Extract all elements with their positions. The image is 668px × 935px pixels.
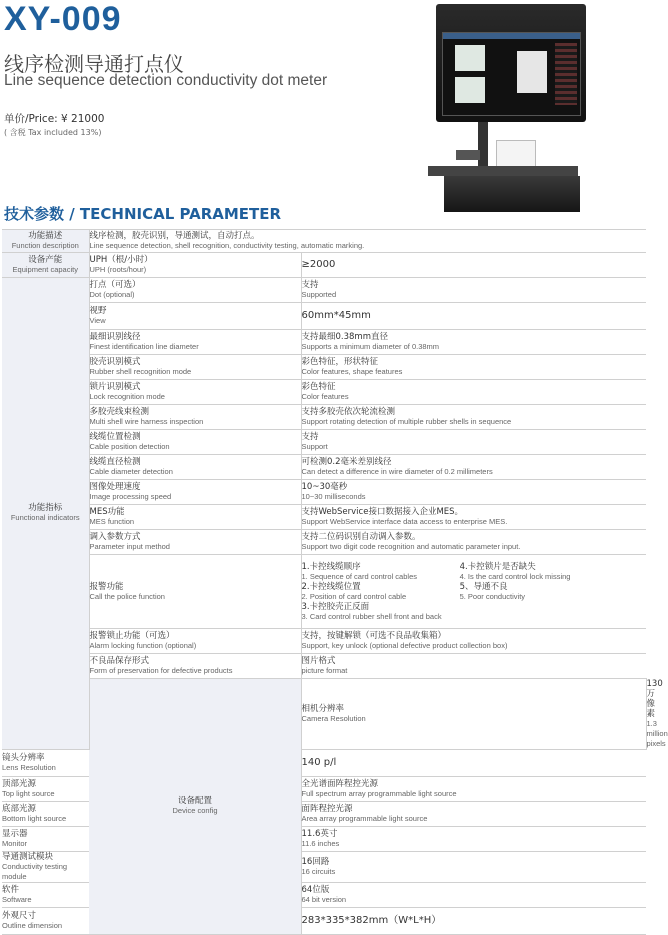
table-row: 设备配置 Device config 相机分辨率 Camera Resolution 130万像素 1.3 million pixels bbox=[2, 679, 646, 750]
value-cell bbox=[301, 430, 646, 455]
item-en: Parameter input method bbox=[89, 542, 170, 551]
value-en: 10~30 milliseconds bbox=[301, 492, 366, 501]
value-cn: 支持二位码识别自动调入参数。 bbox=[301, 532, 421, 542]
value-cell bbox=[301, 355, 646, 380]
item-en: Rubber shell recognition mode bbox=[89, 367, 192, 376]
item-en: MES function bbox=[89, 517, 135, 526]
value-cell bbox=[301, 629, 646, 654]
table-row bbox=[2, 330, 646, 355]
table-row bbox=[2, 555, 646, 629]
item-cn: 调入参数方式 bbox=[89, 532, 141, 542]
value-en: picture format bbox=[301, 666, 348, 675]
value-cell bbox=[301, 654, 646, 679]
value-cell bbox=[301, 907, 646, 934]
value-cn: 64位版 bbox=[301, 884, 330, 895]
value-en: 11.6 inches bbox=[301, 838, 340, 848]
item-cell bbox=[89, 629, 301, 654]
item-cn: MES功能 bbox=[89, 507, 125, 517]
monitor-panel bbox=[455, 77, 485, 103]
value-cell bbox=[301, 555, 646, 629]
item-cn: 镜头分辨率 bbox=[2, 752, 45, 763]
table-row bbox=[2, 405, 646, 430]
alarm-item-cn: 4.卡控锁片是否缺失 bbox=[459, 561, 536, 572]
item-cn: 多胶壳线束检测 bbox=[89, 407, 150, 417]
item-en: Lock recognition mode bbox=[89, 392, 165, 401]
model-number: XY-009 bbox=[4, 0, 122, 38]
item-en: Conductivity testing module bbox=[2, 861, 68, 881]
item-en: Cable diameter detection bbox=[89, 467, 173, 476]
item-cn: 线缆直径检测 bbox=[89, 457, 141, 467]
item-cn: 胶壳识别模式 bbox=[89, 357, 141, 367]
value-big: 283*335*382mm（W*L*H） bbox=[301, 914, 442, 926]
table-row bbox=[2, 505, 646, 530]
value-en: Support two digit code recognition and automatic parameter input. bbox=[301, 542, 521, 551]
value-cell bbox=[301, 801, 646, 826]
category-en: Equipment capacity bbox=[12, 265, 78, 274]
machine-base bbox=[444, 176, 580, 212]
item-cell bbox=[89, 303, 301, 330]
spec-table bbox=[2, 229, 668, 935]
item-en: Dot (optional) bbox=[89, 290, 135, 299]
item-cell bbox=[2, 851, 89, 882]
alarm-item-en: 5. Poor conductivity bbox=[459, 591, 526, 601]
value-big: 140 p/l bbox=[301, 756, 337, 768]
item-cell bbox=[301, 679, 646, 750]
item-cell bbox=[2, 749, 89, 776]
value-cn: 10~30毫秒 bbox=[301, 482, 348, 492]
alarm-item-cn: 5、导通不良 bbox=[459, 581, 508, 592]
item-cell bbox=[89, 253, 301, 278]
table-row bbox=[2, 455, 646, 480]
value-cell bbox=[301, 851, 646, 882]
value-en: Supports a minimum diameter of 0.38mm bbox=[301, 342, 440, 351]
item-cn: 底部光源 bbox=[2, 803, 37, 814]
value-cell bbox=[301, 405, 646, 430]
value-en: Support WebService interface data access to enterprise MES. bbox=[301, 517, 508, 526]
alarm-item-en: 4. Is the card control lock missing bbox=[459, 571, 571, 581]
alarm-item-cn: 2.卡控线缆位置 bbox=[301, 581, 361, 592]
item-cell bbox=[89, 355, 301, 380]
item-cell bbox=[89, 505, 301, 530]
value-cell bbox=[301, 776, 646, 801]
value-en: 64 bit version bbox=[301, 894, 347, 904]
table-row bbox=[2, 230, 646, 253]
item-en: Image processing speed bbox=[89, 492, 172, 501]
value-cell bbox=[301, 380, 646, 405]
item-en: Top light source bbox=[2, 788, 55, 798]
alarm-item-cn: 1.卡控线缆顺序 bbox=[301, 561, 361, 572]
item-en: View bbox=[89, 316, 106, 325]
table-row bbox=[2, 480, 646, 505]
item-cn: 报警锁止功能（可选） bbox=[89, 631, 175, 641]
item-cn: 导通测试模块 bbox=[2, 851, 54, 862]
value-cell bbox=[301, 253, 646, 278]
item-en: Software bbox=[2, 894, 32, 904]
item-cn: UPH（根/小时） bbox=[89, 255, 153, 265]
value-cell bbox=[301, 330, 646, 355]
item-en: Camera Resolution bbox=[301, 713, 366, 723]
item-cn: 报警功能 bbox=[89, 581, 124, 592]
item-cell bbox=[89, 278, 301, 303]
value-cn: 支持 bbox=[301, 432, 319, 442]
item-cn: 显示器 bbox=[2, 828, 28, 839]
item-en: Multi shell wire harness inspection bbox=[89, 417, 204, 426]
table-row bbox=[2, 430, 646, 455]
category-en: Function description bbox=[11, 241, 79, 250]
item-cell bbox=[89, 530, 301, 555]
item-en: Lens Resolution bbox=[2, 762, 56, 772]
alarm-item-en: 3. Card control rubber shell front and back bbox=[301, 611, 442, 621]
table-row bbox=[2, 629, 646, 654]
value-en: Area array programmable light source bbox=[301, 813, 428, 823]
item-cn: 顶部光源 bbox=[2, 778, 37, 789]
item-en: Call the police function bbox=[89, 591, 165, 601]
item-cn: 图像处理速度 bbox=[89, 482, 141, 492]
item-en: Cable position detection bbox=[89, 442, 170, 451]
category-en: Device config bbox=[172, 806, 218, 816]
machine-camera bbox=[456, 150, 480, 160]
item-en: Finest identification line diameter bbox=[89, 342, 199, 351]
value-cell bbox=[301, 455, 646, 480]
table-row bbox=[2, 355, 646, 380]
item-en: Outline dimension bbox=[2, 920, 63, 930]
value-cn: 面阵程控光源 bbox=[301, 803, 353, 814]
table-row bbox=[2, 253, 646, 278]
item-en: Bottom light source bbox=[2, 813, 67, 823]
value-cell bbox=[301, 480, 646, 505]
value-en: Supported bbox=[301, 290, 337, 299]
item-cn: 线缆位置检测 bbox=[89, 432, 141, 442]
alarm-column bbox=[460, 562, 571, 622]
monitor-panel bbox=[517, 51, 547, 93]
category-en: Functional indicators bbox=[10, 513, 80, 523]
value-en: Color features bbox=[301, 392, 349, 401]
section-title: 技术参数 / TECHNICAL PARAMETER bbox=[4, 205, 282, 223]
machine-image bbox=[418, 0, 594, 216]
category-cell bbox=[2, 253, 89, 278]
item-cn: 不良品保存形式 bbox=[89, 656, 150, 666]
value-cn: 11.6英寸 bbox=[301, 828, 338, 839]
item-en: Alarm locking function (optional) bbox=[89, 641, 197, 650]
item-cell bbox=[2, 907, 89, 934]
value-cell bbox=[301, 530, 646, 555]
value-en: Can detect a difference in wire diameter of 0.2 millimeters bbox=[301, 467, 493, 476]
value-cell bbox=[301, 749, 646, 776]
category-cell bbox=[89, 679, 301, 935]
value-cn: 可检测0.2毫米差别线径 bbox=[301, 457, 392, 467]
value-en: Full spectrum array programmable light source bbox=[301, 788, 457, 798]
item-cell bbox=[2, 801, 89, 826]
value-en: Color features, shape features bbox=[301, 367, 403, 376]
value-cn: 彩色特征 bbox=[301, 382, 336, 392]
value-cell bbox=[89, 230, 646, 253]
item-en: UPH (roots/hour) bbox=[89, 265, 147, 274]
value-cn: 支持，按键解锁（可选不良品收集箱） bbox=[301, 631, 447, 641]
alarm-item-en: 2. Position of card control cable bbox=[301, 591, 407, 601]
value-cn: 彩色特征，形状特征 bbox=[301, 357, 379, 367]
value-cell bbox=[301, 826, 646, 851]
machine-table bbox=[428, 166, 578, 176]
item-en: Form of preservation for defective products bbox=[89, 666, 233, 675]
category-cn: 设备产能 bbox=[28, 255, 63, 265]
alarm-item-cn: 3.卡控胶壳正反面 bbox=[301, 601, 370, 612]
category-cn: 功能描述 bbox=[28, 231, 63, 241]
category-cell bbox=[2, 278, 89, 750]
table-row bbox=[2, 380, 646, 405]
item-cell bbox=[89, 405, 301, 430]
monitor-panel bbox=[455, 45, 485, 71]
category-cell bbox=[2, 230, 89, 253]
item-cell bbox=[89, 380, 301, 405]
item-cell bbox=[89, 555, 301, 629]
value-cn: 支持 bbox=[301, 280, 319, 290]
category-cn: 功能指标 bbox=[28, 503, 63, 514]
tax-note: ( 含税 Tax included 13%) bbox=[4, 128, 102, 137]
value-en: Support bbox=[301, 442, 328, 451]
price: 单价/Price: ¥ 21000 bbox=[4, 113, 105, 125]
machine-monitor bbox=[442, 32, 581, 116]
table-row bbox=[2, 278, 646, 303]
item-cn: 外观尺寸 bbox=[2, 910, 37, 921]
alarm-column bbox=[302, 562, 442, 622]
monitor-sidebar bbox=[555, 43, 577, 105]
item-cn: 相机分辨率 bbox=[301, 703, 345, 714]
item-en: Monitor bbox=[2, 838, 28, 848]
value-cell bbox=[301, 303, 646, 330]
item-cell bbox=[89, 480, 301, 505]
item-cell bbox=[89, 430, 301, 455]
value-big: 60mm*45mm bbox=[301, 310, 371, 321]
value-cn: 线序检测，胶壳识别，导通测试，自动打点。 bbox=[89, 231, 260, 241]
value-en: Support rotating detection of multiple rubber shells in sequence bbox=[301, 417, 512, 426]
product-title-cn: 线序检测导通打点仪 bbox=[4, 52, 184, 76]
value-en: 16 circuits bbox=[301, 866, 336, 876]
alarm-item-en: 1. Sequence of card control cables bbox=[301, 571, 417, 581]
item-cn: 视野 bbox=[89, 306, 107, 316]
machine-paper bbox=[496, 140, 536, 168]
item-cn: 最细识别线径 bbox=[89, 332, 141, 342]
item-cell bbox=[89, 455, 301, 480]
item-cn: 打点（可选） bbox=[89, 280, 141, 290]
table-row bbox=[2, 654, 646, 679]
value-cell bbox=[301, 278, 646, 303]
value-cn: 全光谱面阵程控光源 bbox=[301, 778, 379, 789]
item-cn: 锁片识别模式 bbox=[89, 382, 141, 392]
value-cn: 支持多胶壳依次轮流检测 bbox=[301, 407, 396, 417]
item-cell bbox=[2, 776, 89, 801]
value-cn: 支持最细0.38mm直径 bbox=[301, 332, 388, 342]
value-cell bbox=[301, 882, 646, 907]
value-en: Line sequence detection, shell recognition, conductivity testing, automatic marking. bbox=[89, 241, 365, 250]
item-cell bbox=[89, 330, 301, 355]
product-title-en: Line sequence detection conductivity dot meter bbox=[4, 72, 328, 89]
value-cn: 图片格式 bbox=[301, 656, 336, 666]
table-row bbox=[2, 530, 646, 555]
alarm-list bbox=[302, 562, 647, 622]
item-cell bbox=[89, 654, 301, 679]
value-cn: 支持WebService接口数据接入企业MES。 bbox=[301, 507, 464, 517]
value-en: Support, key unlock (optional defective product collection box) bbox=[301, 641, 508, 650]
value-cn: 16回路 bbox=[301, 856, 330, 867]
monitor-title-bar bbox=[443, 33, 580, 39]
item-cn: 软件 bbox=[2, 884, 20, 895]
item-cell bbox=[2, 826, 89, 851]
table-row bbox=[2, 303, 646, 330]
item-cell bbox=[2, 882, 89, 907]
category-cn: 设备配置 bbox=[177, 796, 212, 807]
value-big: ≥2000 bbox=[301, 259, 336, 270]
value-cell bbox=[301, 505, 646, 530]
